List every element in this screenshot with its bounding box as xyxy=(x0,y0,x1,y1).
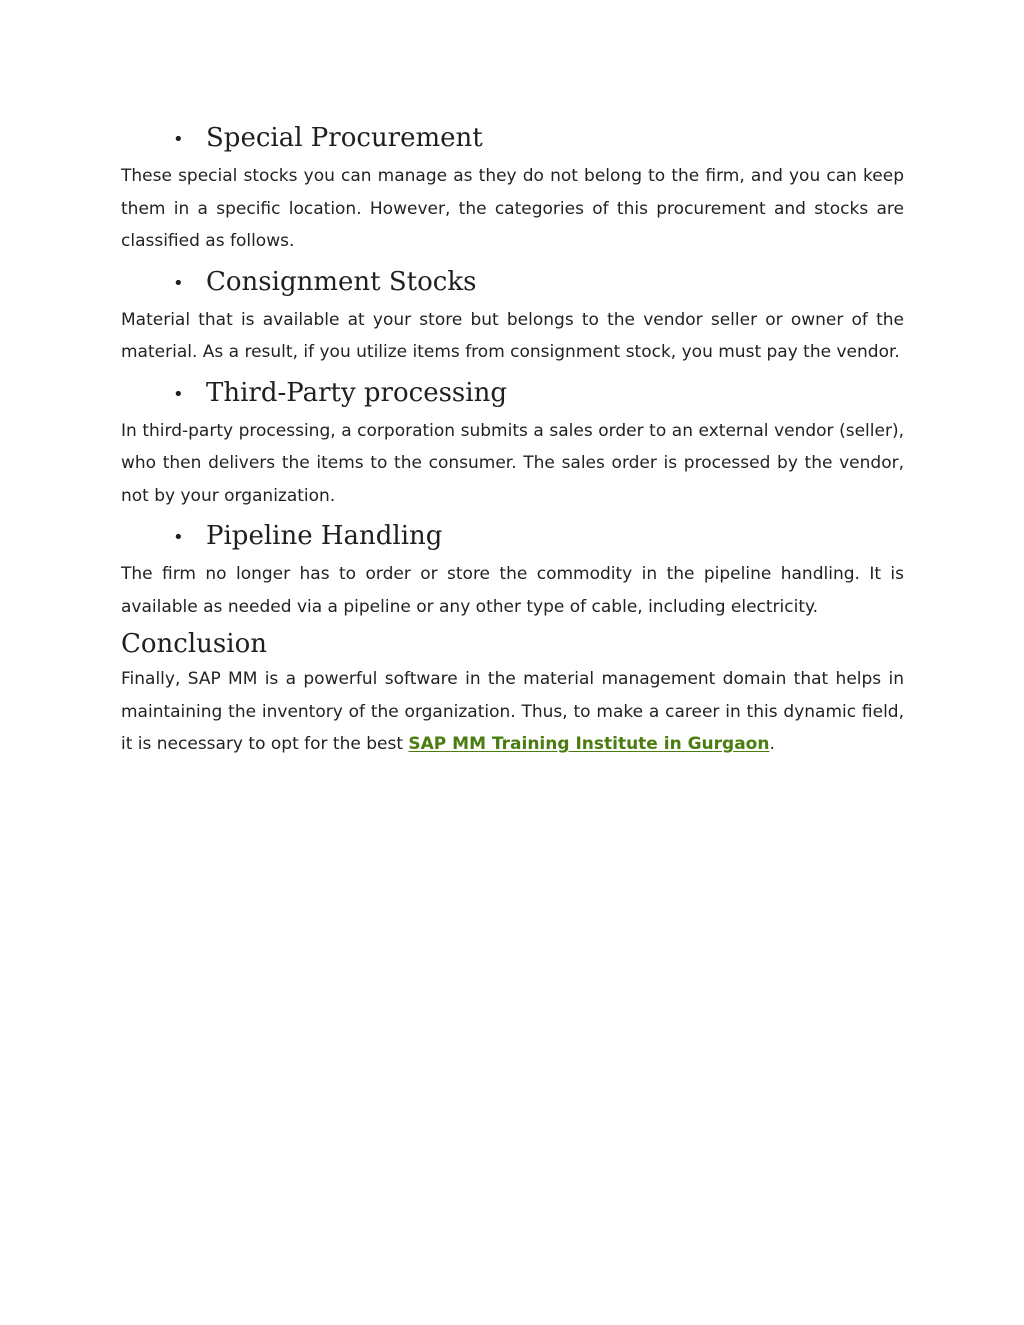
heading-conclusion: Conclusion xyxy=(121,629,267,659)
heading-special-procurement xyxy=(121,116,904,160)
heading-text: Special Procurement xyxy=(206,123,483,153)
heading-third-party-processing xyxy=(121,371,904,415)
document-page xyxy=(121,116,904,763)
heading-text: Consignment Stocks xyxy=(206,266,477,297)
paragraph-special-procurement: These special stocks you can manage as they do not belong to the firm, and you can keep them in a specific location. However, the categories of this procurement and stocks are classified as follows. xyxy=(121,166,904,251)
heading-text: Third-Party processing xyxy=(206,377,507,408)
conclusion-text: Finally, SAP MM is a powerful software in the material management domain that helps in maintaining the inventory of the organization. Thus, to make a career in this dynamic field, it is necessary to opt for the best xyxy=(121,669,904,754)
paragraph-conclusion xyxy=(121,663,904,761)
bullet-icon: • xyxy=(173,383,184,405)
paragraph-third-party-processing: In third-party processing, a corporation submits a sales order to an external vendor (seller), who then delivers the items to the consumer. The sales order is processed by the vendor, not by your organization. xyxy=(121,420,904,506)
heading-consignment-stocks xyxy=(121,260,904,304)
bullet-icon: • xyxy=(173,272,184,294)
heading-text: Pipeline Handling xyxy=(206,521,443,551)
conclusion-period: . xyxy=(769,734,775,754)
bullet-icon: • xyxy=(173,527,184,548)
training-institute-link[interactable]: SAP MM Training Institute in Gurgaon xyxy=(408,734,770,754)
paragraph-pipeline-handling: The firm no longer has to order or store the commodity in the pipeline handling. It is available as needed via a pipeline or any other type of cable, including electricity. xyxy=(121,564,904,617)
bullet-icon: • xyxy=(173,129,184,150)
paragraph-consignment-stocks: Material that is available at your store but belongs to the vendor seller or owner of the material. As a result, if you utilize items from consignment stock, you must pay the vendor. xyxy=(121,309,904,362)
heading-pipeline-handling xyxy=(121,514,904,558)
